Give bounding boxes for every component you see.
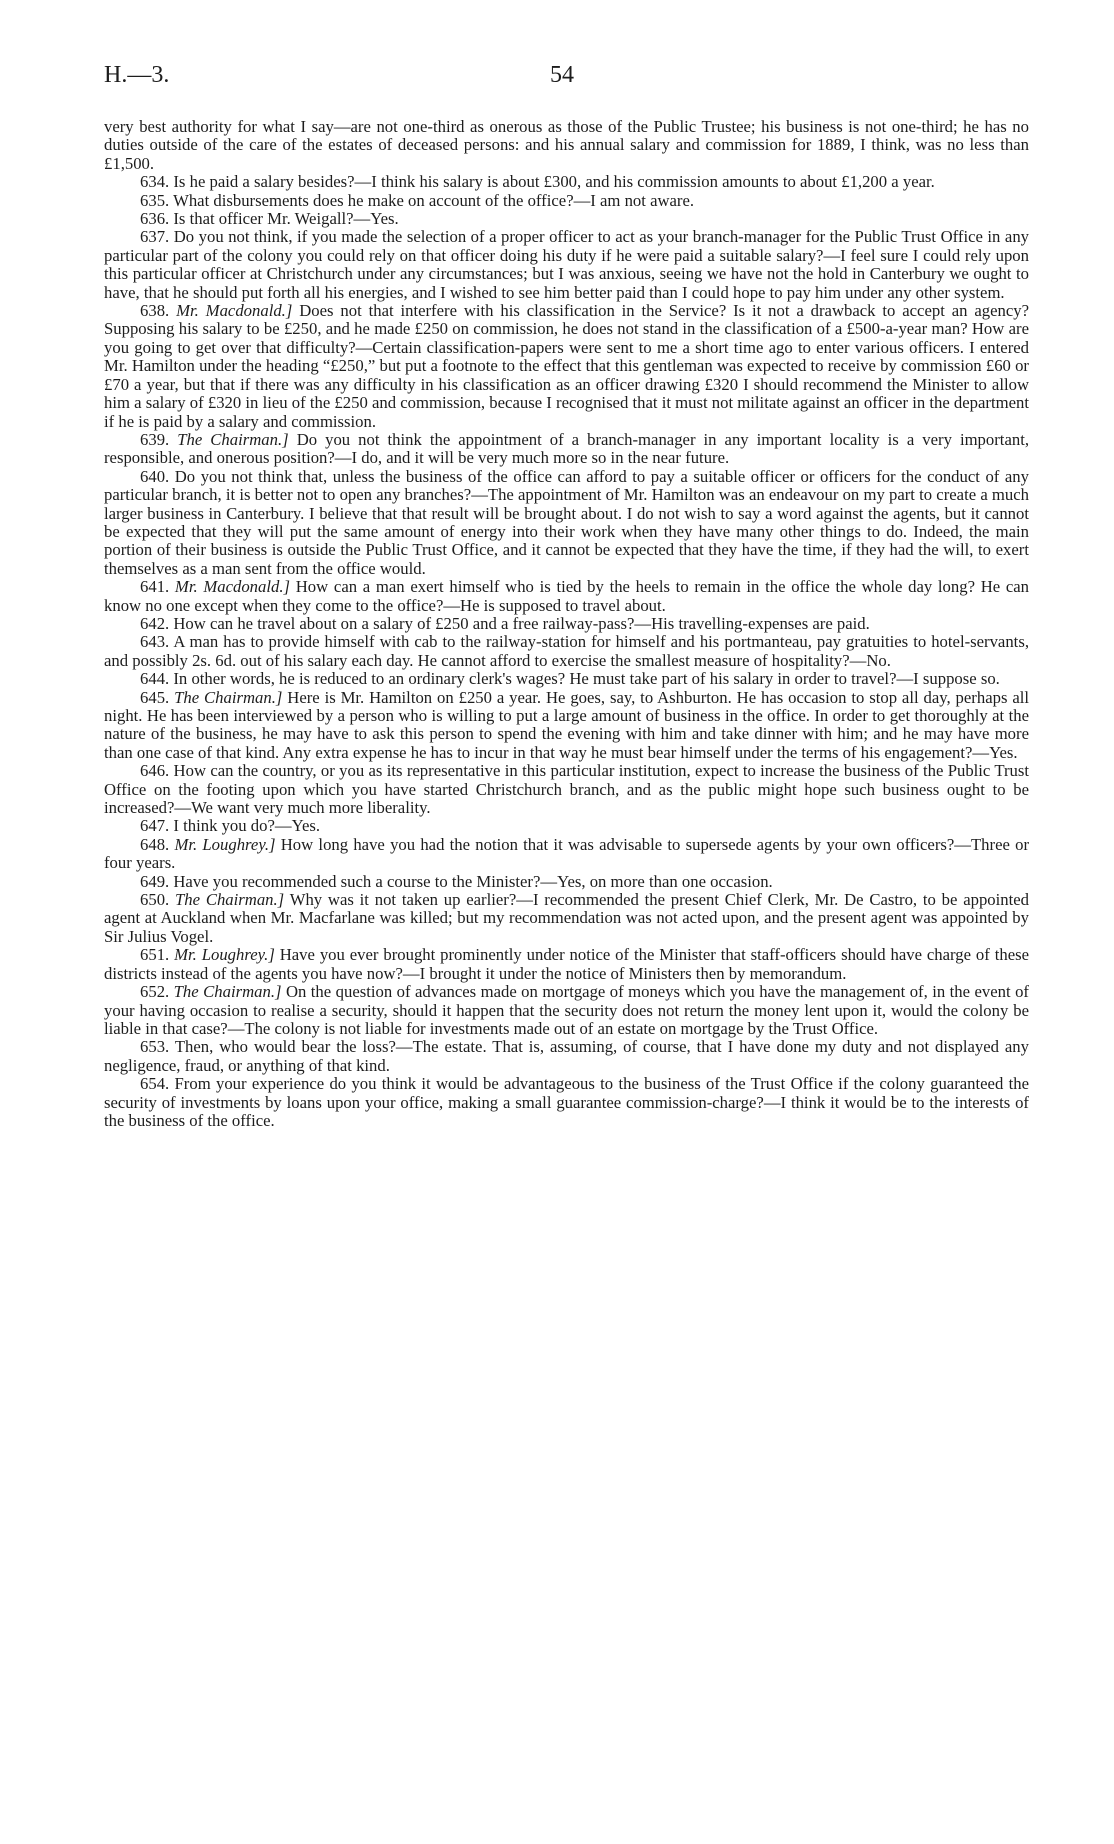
speaker-label: The Chairman.] [177, 429, 289, 449]
paragraph-continued: very best authority for what I say—are not one-third as onerous as those of the Public Trustee; his business is not one-third; he has no duties outside of the care of the estates of deceased persons: and his annual salary and commission for 1889, I think, was no less than £1,500. [104, 117, 1029, 173]
question-652: 652. The Chairman.] On the question of advances made on mortgage of moneys which you have the management of, in the event of your having occasion to realise a security, should it happen that the security does not return the money lent upon it, would the colony be liable in that case?—The colony is not liable for investments made out of an estate on mortgage by the Trust Office. [104, 982, 1029, 1038]
question-651: 651. Mr. Loughrey.] Have you ever brought prominently under notice of the Minister that staff-officers should have charge of these districts instead of the agents you have now?—I brought it under the notice of Ministers then by memorandum. [104, 945, 1030, 983]
speaker-label: Mr. Loughrey.] [174, 834, 276, 854]
speaker-label: The Chairman.] [175, 890, 285, 910]
question-641: 641. Mr. Macdonald.] How can a man exert himself who is tied by the heels to remain in the office the whole day long? He can know no one except when they come to the office?—He is supposed to travel about. [104, 577, 1030, 615]
page-header [104, 62, 1034, 102]
question-643: 643. A man has to provide himself with cab to the railway-station for himself and his portmanteau, pay gratuities to hotel-servants, and possibly 2s. 6d. out of his salary each day. He cannot afford to exercise the smallest measure of hospitality?—No. [104, 632, 1029, 670]
question-653: 653. Then, who would bear the loss?—The estate. That is, assuming, of course, that I have done my duty and not displayed any negligence, fraud, or anything of that kind. [104, 1037, 1029, 1075]
document-reference: H.—3. [104, 62, 170, 88]
question-636: 636. Is that officer Mr. Weigall?—Yes. [140, 209, 399, 229]
question-634: 634. Is he paid a salary besides?—I think his salary is about £300, and his commission amounts to about £1,200 a year. [140, 172, 935, 192]
evidence-text [104, 118, 1029, 1130]
question-649: 649. Have you recommended such a course to the Minister?—Yes, on more than one occasion. [140, 871, 773, 891]
question-635: 635. What disbursements does he make on account of the office?—I am not aware. [140, 190, 695, 210]
question-639: 639. The Chairman.] Do you not think the appointment of a branch-manager in any important locality is a very important, responsible, and onerous position?—I do, and it will be very much more so in the near future. [104, 429, 1029, 468]
question-645: 645. The Chairman.] Here is Mr. Hamilton on £250 a year. He goes, say, to Ashburton. He has occasion to stop all day, perhaps all night. He has been interviewed by a person who is willing to put a large amount of business in the office. In order to get thoroughly at the nature of the business, he may have to ask this person to spend the evening with him and take dinner with him; and he may have more than one case of that kind. Any extra expense he has to incur in that way he must bear himself under the terms of his engagement?—Yes. [104, 687, 1030, 762]
question-648: 648. Mr. Loughrey.] How long have you had the notion that it was advisable to supersede agents by your own officers?—Three or four years. [104, 834, 1030, 873]
speaker-label: Mr. Macdonald.] [176, 301, 293, 321]
question-644: 644. In other words, he is reduced to an ordinary clerk's wages? He must take part of his salary in order to travel?—I suppose so. [140, 669, 1000, 689]
page-number: 54 [550, 62, 574, 88]
question-647: 647. I think you do?—Yes. [140, 816, 321, 836]
question-650: 650. The Chairman.] Why was it not taken up earlier?—I recommended the present Chief Clerk, Mr. De Castro, to be appointed agent at Auckland when Mr. Macfarlane was killed; but my recommendation was not acted upon, and the present agent was appointed by Sir Julius Vogel. [104, 890, 1030, 946]
speaker-label: The Chairman.] [173, 982, 282, 1002]
question-638: 638. Mr. Macdonald.] Does not that interfere with his classification in the Service? Is it not a drawback to accept an agency? Supposing his salary to be £250, and he made £250 on commission, he does not stand in the classification of a £500-a-year man? How are you going to get over that difficulty?—Certain classification-papers were sent to me a short time ago to enter various officers. I entered Mr. Hamilton under the heading “£250,” but put a footnote to the effect that this gentleman was expected to receive by commission £60 or £70 a year, but that if there was any difficulty in his classification as an officer drawing £320 I should recommend the Minister to allow him a salary of £320 in lieu of the £250 and commission, because I recognised that it must not militate against an officer in the department if he is paid by a salary and commission. [104, 301, 1029, 431]
question-654: 654. From your experience do you think it would be advantageous to the business of the Trust Office if the colony guaranteed the security of investments by loans upon your office, making a small guarantee commission-charge?—I think it would be to the interests of the business of the office. [104, 1074, 1029, 1130]
speaker-label: Mr. Loughrey.] [174, 945, 275, 965]
speaker-label: Mr. Macdonald.] [174, 577, 291, 597]
question-637: 637. Do you not think, if you made the selection of a proper officer to act as your branch-manager for the Public Trust Office in any particular part of the colony you could rely on that officer doing his duty if he were paid a suitable salary?—I feel sure I could rely upon this particular officer at Christchurch under any circumstances; but I was anxious, seeing we have not the hold in Canterbury we ought to have, that he should put forth all his energies, and I wished to see him better paid than I could hope to pay him under any other system. [104, 227, 1030, 302]
speaker-label: The Chairman.] [174, 687, 283, 707]
question-640: 640. Do you not think that, unless the business of the office can afford to pay a suitable officer or officers for the conduct of any particular branch, it is better not to open any branches?—The appointment of Mr. Hamilton was an endeavour on my part to create a much larger business in Canterbury. I believe that that result will be brought about. I do not wish to say a word against the agents, but it cannot be expected that they will put the same amount of energy into their work when they have many other things to do. Indeed, the main portion of their business is outside the Public Trust Office, and it cannot be expected that they have the time, if they had the will, to exert themselves as a man sent from the office would. [104, 466, 1029, 578]
question-646: 646. How can the country, or you as its representative in this particular institution, expect to increase the business of the Public Trust Office on the footing upon which you have started Christchurch branch, and as the public might hope such business ought to be increased?—We want very much more liberality. [104, 761, 1030, 818]
question-642: 642. How can he travel about on a salary of £250 and a free railway-pass?—His travelling-expenses are paid. [140, 613, 870, 633]
